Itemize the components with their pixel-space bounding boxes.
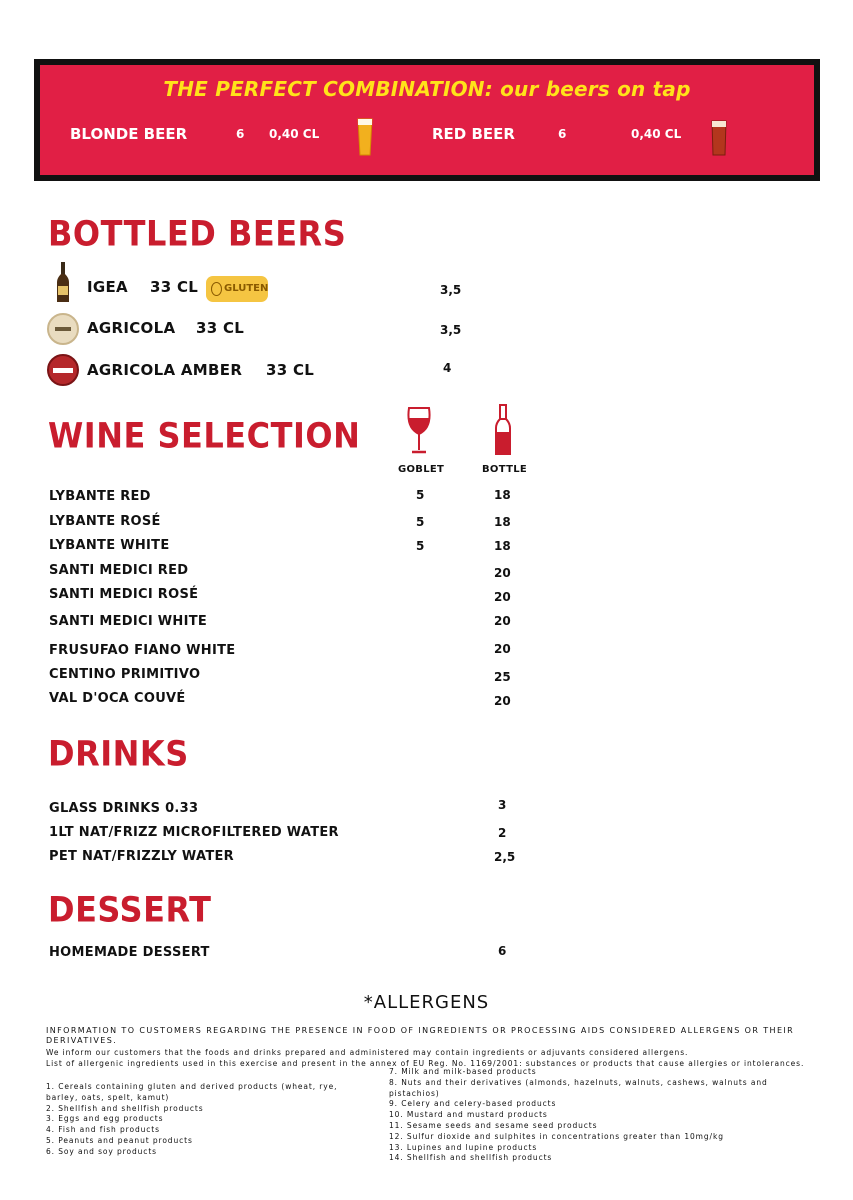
wine-bottle-icon	[495, 404, 511, 456]
drink-price: 2	[498, 826, 507, 840]
tap-name: BLONDE BEER	[70, 125, 188, 143]
allergen-item: 3. Eggs and egg products	[46, 1114, 164, 1124]
beer-name: AGRICOLA AMBER	[87, 361, 243, 379]
dessert-name: HOMEMADE DESSERT	[49, 945, 210, 960]
allergen-item: 13. Lupines and lupine products	[389, 1142, 538, 1152]
gluten-free-icon	[211, 282, 222, 296]
drink-price: 3	[498, 798, 507, 812]
wine-bottle-price: 20	[494, 694, 511, 708]
agricola-logo	[47, 313, 79, 345]
tap-price: 6	[236, 127, 245, 141]
beer-name: IGEA	[87, 278, 128, 296]
allergen-item: 14. Shellfish and shellfish products	[389, 1153, 553, 1163]
allergen-item: 12. Sulfur dioxide and sulphites in concentrations greater than 10mg/kg	[389, 1131, 724, 1141]
section-title-dessert: DESSERT	[48, 889, 212, 931]
dessert-price: 6	[498, 944, 507, 958]
wine-bottle-price: 20	[494, 642, 511, 656]
allergen-item: pistachios)	[389, 1088, 440, 1098]
allergen-item: 7. Milk and milk-based products	[389, 1067, 537, 1076]
beer-price: 3,5	[440, 283, 462, 297]
drink-price: 2,5	[494, 850, 516, 864]
wine-goblet-price: 5	[416, 539, 425, 553]
tap-size: 0,40 CL	[269, 127, 320, 141]
bottle-column-header: BOTTLE	[482, 464, 527, 475]
allergen-item: 2. Shellfish and shellfish products	[46, 1103, 204, 1113]
allergens-list-left	[46, 1082, 337, 1158]
wine-name: CENTINO PRIMITIVO	[49, 667, 201, 682]
igea-bottle-icon	[56, 262, 70, 304]
allergen-item: 11. Sesame seeds and sesame seed products	[389, 1120, 598, 1130]
allergen-item: 4. Fish and fish products	[46, 1125, 160, 1135]
beer-size: 33 CL	[150, 278, 199, 296]
wine-name: FRUSUFAO FIANO WHITE	[49, 643, 236, 658]
agricola-amber-logo	[47, 354, 79, 386]
beer-size: 33 CL	[266, 361, 315, 379]
drink-name: 1LT NAT/FRIZZ MICROFILTERED WATER	[49, 825, 339, 840]
wine-name: LYBANTE RED	[49, 489, 151, 504]
allergens-info: INFORMATION TO CUSTOMERS REGARDING THE PRESENCE IN FOOD OF INGREDIENTS OR PROCESSING AIDS CONSIDERED ALLERGENS OR THEIR DERIVATIVES.	[46, 1026, 795, 1045]
beer-size: 33 CL	[196, 319, 245, 337]
wine-name: VAL D'OCA COUVÉ	[49, 691, 186, 706]
allergen-item: 5. Peanuts and peanut products	[46, 1135, 193, 1145]
allergen-item: 9. Celery and celery-based products	[389, 1099, 557, 1109]
wine-bottle-price: 20	[494, 566, 511, 580]
wine-name: SANTI MEDICI WHITE	[49, 614, 208, 629]
allergens-inform: We inform our customers that the foods and drinks prepared and administered may contain ingredients or adjuvants considered allergens.	[46, 1048, 689, 1057]
beer-name: AGRICOLA	[87, 319, 176, 337]
wine-goblet-price: 5	[416, 515, 425, 529]
section-title-drinks: DRINKS	[48, 733, 189, 775]
section-title-wine-selection: WINE SELECTION	[48, 415, 361, 457]
wine-glass-icon	[405, 406, 433, 456]
section-title-bottled-beers: BOTTLED BEERS	[48, 213, 347, 255]
wine-bottle-price: 20	[494, 590, 511, 604]
banner-title: THE PERFECT COMBINATION: our beers on tap	[163, 77, 691, 101]
allergen-item: barley, oats, spelt, kamut)	[46, 1092, 170, 1102]
wine-name: SANTI MEDICI RED	[49, 563, 189, 578]
wine-name: LYBANTE ROSÉ	[49, 514, 161, 529]
wine-name: LYBANTE WHITE	[49, 538, 170, 553]
tap-price: 6	[558, 127, 567, 141]
wine-goblet-price: 5	[416, 488, 425, 502]
gluten-free-badge: GLUTEN	[206, 276, 268, 302]
goblet-column-header: GOBLET	[398, 464, 445, 475]
drink-name: PET NAT/FRIZZLY WATER	[49, 849, 234, 864]
beer-price: 4	[443, 361, 452, 375]
allergen-item: 6. Soy and soy products	[46, 1146, 157, 1156]
allergens-list-intro: List of allergenic ingredients used in this exercise and present in the annex of EU Reg. No. 1169/2001: substances or products that cause allergies or intolerances.	[46, 1059, 805, 1068]
tap-name: RED BEER	[432, 125, 515, 143]
tap-size: 0,40 CL	[631, 127, 682, 141]
wine-bottle-price: 20	[494, 614, 511, 628]
allergens-list-right	[389, 1067, 768, 1164]
wine-bottle-price: 18	[494, 515, 511, 529]
allergen-item: 8. Nuts and their derivatives (almonds, hazelnuts, walnuts, cashews, walnuts and	[389, 1077, 768, 1087]
red-beer-glass-icon	[710, 119, 728, 157]
wine-name: SANTI MEDICI ROSÉ	[49, 587, 199, 602]
allergens-title: *ALLERGENS	[363, 992, 490, 1013]
beer-price: 3,5	[440, 323, 462, 337]
beers-on-tap-banner	[34, 59, 820, 181]
wine-bottle-price: 25	[494, 670, 511, 684]
drink-name: GLASS DRINKS 0.33	[49, 801, 199, 816]
allergen-item: 10. Mustard and mustard products	[389, 1110, 548, 1120]
allergen-item: 1. Cereals containing gluten and derived products (wheat, rye,	[46, 1082, 338, 1091]
wine-bottle-price: 18	[494, 539, 511, 553]
blonde-beer-glass-icon	[356, 117, 374, 157]
wine-bottle-price: 18	[494, 488, 511, 502]
